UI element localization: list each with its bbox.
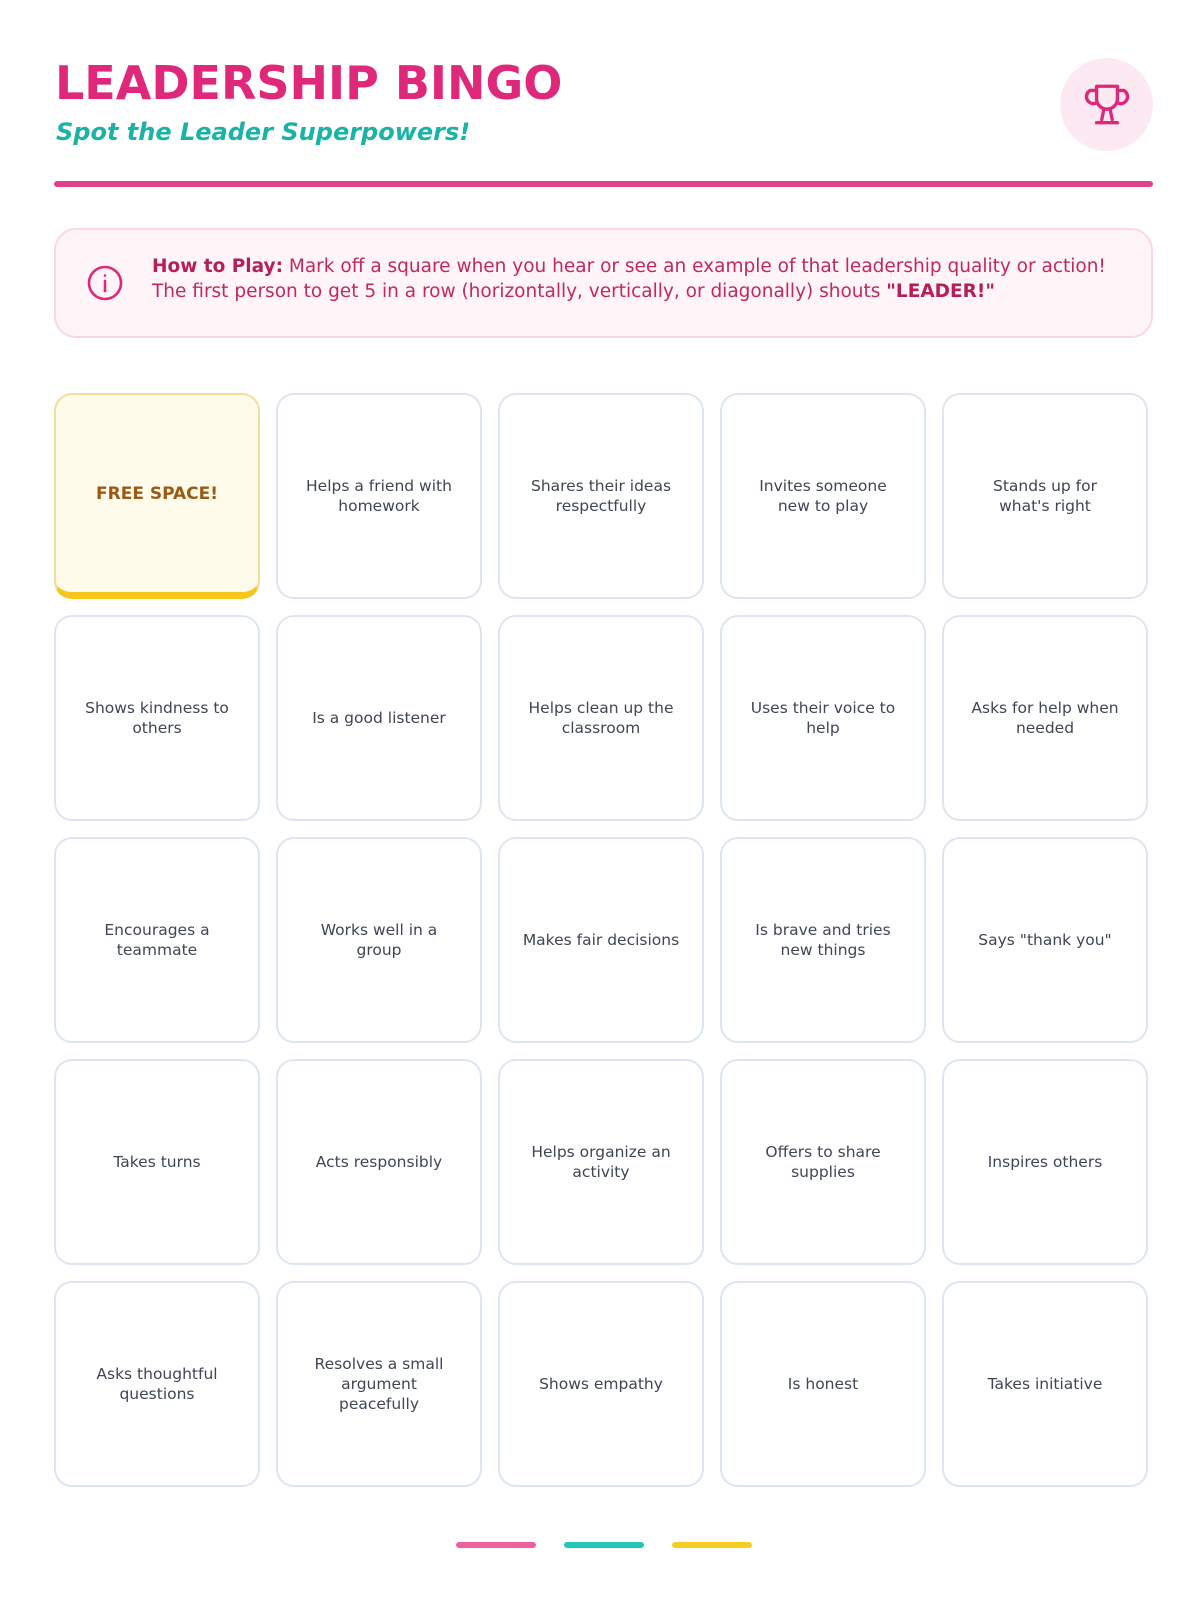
footer-bar-teal [564, 1542, 644, 1548]
bingo-cell[interactable]: Works well in a group [276, 837, 482, 1043]
bingo-cell[interactable]: Uses their voice to help [720, 615, 926, 821]
bingo-cell[interactable]: Encourages a teammate [54, 837, 260, 1043]
footer-bar-yellow [672, 1542, 752, 1548]
bingo-cell[interactable]: Takes turns [54, 1059, 260, 1265]
bingo-cell[interactable]: Shares their ideas respectfully [498, 393, 704, 599]
bingo-cell[interactable]: Resolves a small argument peacefully [276, 1281, 482, 1487]
footer-decoration [456, 1542, 752, 1548]
how-to-play-box [54, 228, 1153, 338]
bingo-cell[interactable]: Takes initiative [942, 1281, 1148, 1487]
leader-shout: "LEADER!" [886, 281, 995, 302]
header-divider [54, 181, 1153, 187]
footer-bar-pink [456, 1542, 536, 1548]
bingo-cell[interactable]: Asks for help when needed [942, 615, 1148, 821]
trophy-icon [1082, 80, 1132, 130]
bingo-cell[interactable]: Stands up for what's right [942, 393, 1148, 599]
bingo-cell[interactable]: Is honest [720, 1281, 926, 1487]
info-icon [86, 264, 124, 302]
page-title: LEADERSHIP BINGO [55, 56, 563, 110]
bingo-cell[interactable]: Offers to share supplies [720, 1059, 926, 1265]
page-subtitle: Spot the Leader Superpowers! [56, 118, 471, 146]
bingo-cell[interactable]: Makes fair decisions [498, 837, 704, 1043]
bingo-cell[interactable]: Is brave and tries new things [720, 837, 926, 1043]
bingo-board [54, 393, 1148, 1487]
bingo-cell[interactable]: Acts responsibly [276, 1059, 482, 1265]
bingo-cell[interactable]: Helps organize an activity [498, 1059, 704, 1265]
bingo-cell[interactable]: Is a good listener [276, 615, 482, 821]
bingo-cell[interactable]: Inspires others [942, 1059, 1148, 1265]
free-space-cell[interactable]: FREE SPACE! [54, 393, 260, 599]
how-to-play-body: Mark off a square when you hear or see an example of that leadership quality or action! The first person to get 5 in a row (horizontally, vertically, or diagonally) shouts [152, 256, 1106, 302]
bingo-cell[interactable]: Invites someone new to play [720, 393, 926, 599]
bingo-cell[interactable]: Asks thoughtful questions [54, 1281, 260, 1487]
bingo-cell[interactable]: Helps a friend with homework [276, 393, 482, 599]
how-to-play-text [152, 254, 1112, 304]
trophy-badge [1060, 58, 1153, 151]
bingo-cell[interactable]: Says "thank you" [942, 837, 1148, 1043]
bingo-cell[interactable]: Shows kindness to others [54, 615, 260, 821]
bingo-cell[interactable]: Shows empathy [498, 1281, 704, 1487]
how-to-play-label: How to Play: [152, 256, 283, 277]
bingo-cell[interactable]: Helps clean up the classroom [498, 615, 704, 821]
